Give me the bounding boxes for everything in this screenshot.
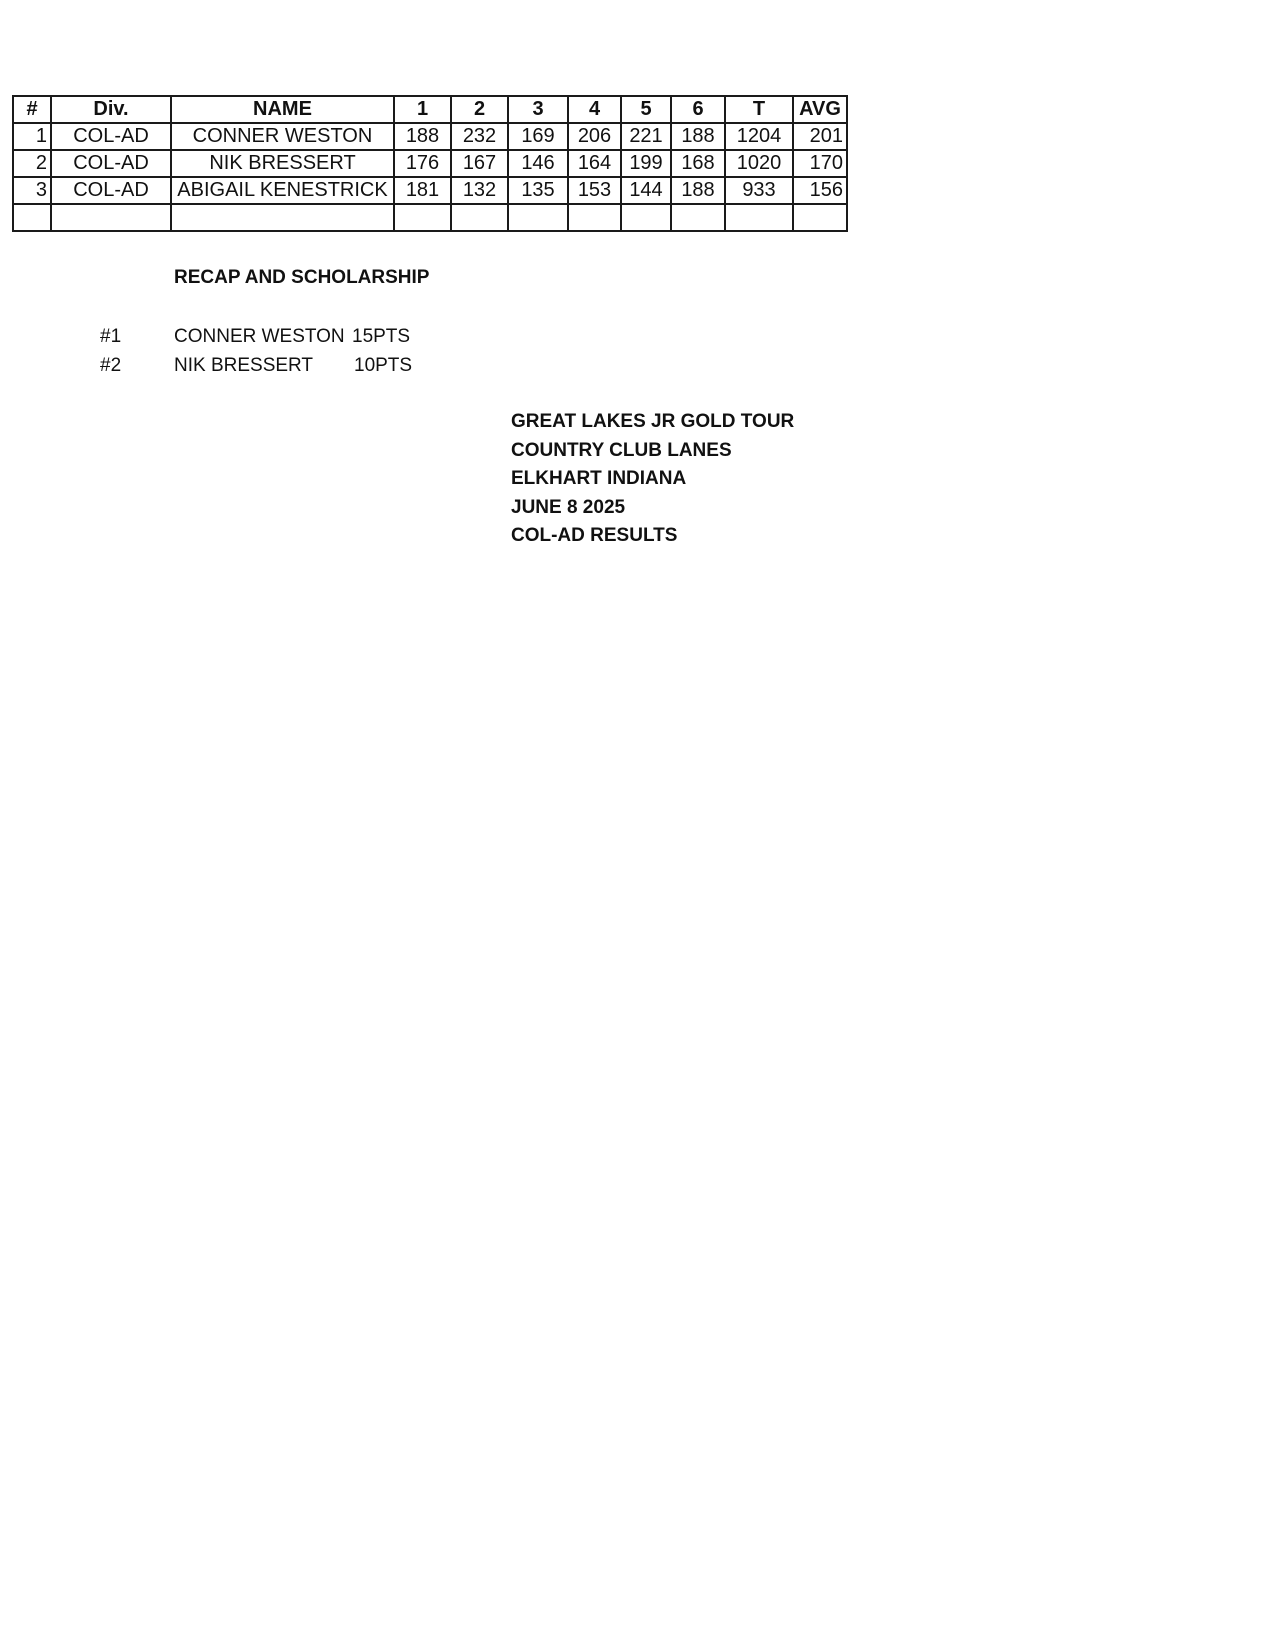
recap-name: NIK BRESSERT (174, 355, 314, 376)
header-game-2: 2 (451, 96, 508, 123)
header-game-1: 1 (394, 96, 451, 123)
table-row (13, 177, 847, 204)
empty-cell (725, 204, 793, 231)
header-division: Div. (51, 96, 171, 123)
table-row-empty (13, 204, 847, 231)
event-venue: COUNTRY CLUB LANES (511, 439, 732, 461)
total-cell: 1204 (725, 123, 793, 150)
empty-cell (508, 204, 568, 231)
header-game-3: 3 (508, 96, 568, 123)
empty-cell (394, 204, 451, 231)
game-5-cell: 144 (621, 177, 671, 204)
empty-cell (51, 204, 171, 231)
rank-cell: 1 (13, 123, 51, 150)
empty-cell (793, 204, 847, 231)
game-6-cell: 188 (671, 177, 725, 204)
empty-cell (621, 204, 671, 231)
game-3-cell: 169 (508, 123, 568, 150)
division-cell: COL-AD (51, 150, 171, 177)
recap-rank: #2 (100, 355, 122, 376)
empty-cell (171, 204, 394, 231)
recap-points: 10PTS (354, 355, 413, 376)
division-cell: COL-AD (51, 177, 171, 204)
game-2-cell: 232 (451, 123, 508, 150)
name-cell: ABIGAIL KENESTRICK (171, 177, 394, 204)
recap-points: 15PTS (352, 326, 411, 347)
game-5-cell: 221 (621, 123, 671, 150)
table-row (13, 150, 847, 177)
game-3-cell: 146 (508, 150, 568, 177)
empty-cell (671, 204, 725, 231)
table-row (13, 123, 847, 150)
recap-name: CONNER WESTON (174, 326, 345, 347)
recap-rank: #1 (100, 326, 122, 347)
header-name: NAME (171, 96, 394, 123)
game-3-cell: 135 (508, 177, 568, 204)
game-6-cell: 188 (671, 123, 725, 150)
total-cell: 1020 (725, 150, 793, 177)
header-game-5: 5 (621, 96, 671, 123)
game-2-cell: 167 (451, 150, 508, 177)
division-cell: COL-AD (51, 123, 171, 150)
header-game-4: 4 (568, 96, 621, 123)
header-game-6: 6 (671, 96, 725, 123)
average-cell: 156 (793, 177, 847, 204)
game-1-cell: 176 (394, 150, 451, 177)
event-results-label: COL-AD RESULTS (511, 525, 678, 547)
event-date: JUNE 8 2025 (511, 496, 626, 518)
game-1-cell: 181 (394, 177, 451, 204)
average-cell: 170 (793, 150, 847, 177)
recap-title: RECAP AND SCHOLARSHIP (174, 267, 430, 288)
name-cell: CONNER WESTON (171, 123, 394, 150)
game-4-cell: 164 (568, 150, 621, 177)
event-info-block (511, 408, 794, 551)
game-5-cell: 199 (621, 150, 671, 177)
header-rank: # (13, 96, 51, 123)
game-4-cell: 206 (568, 123, 621, 150)
average-cell: 201 (793, 123, 847, 150)
event-tour: GREAT LAKES JR GOLD TOUR (511, 411, 795, 432)
empty-cell (568, 204, 621, 231)
game-1-cell: 188 (394, 123, 451, 150)
empty-cell (451, 204, 508, 231)
game-2-cell: 132 (451, 177, 508, 204)
name-cell: NIK BRESSERT (171, 150, 394, 177)
empty-cell (13, 204, 51, 231)
table-header-row (13, 96, 847, 123)
event-location: ELKHART INDIANA (511, 468, 687, 490)
game-4-cell: 153 (568, 177, 621, 204)
rank-cell: 3 (13, 177, 51, 204)
rank-cell: 2 (13, 150, 51, 177)
header-total: T (725, 96, 793, 123)
game-6-cell: 168 (671, 150, 725, 177)
header-average: AVG (793, 96, 847, 123)
results-table (12, 95, 848, 232)
total-cell: 933 (725, 177, 793, 204)
